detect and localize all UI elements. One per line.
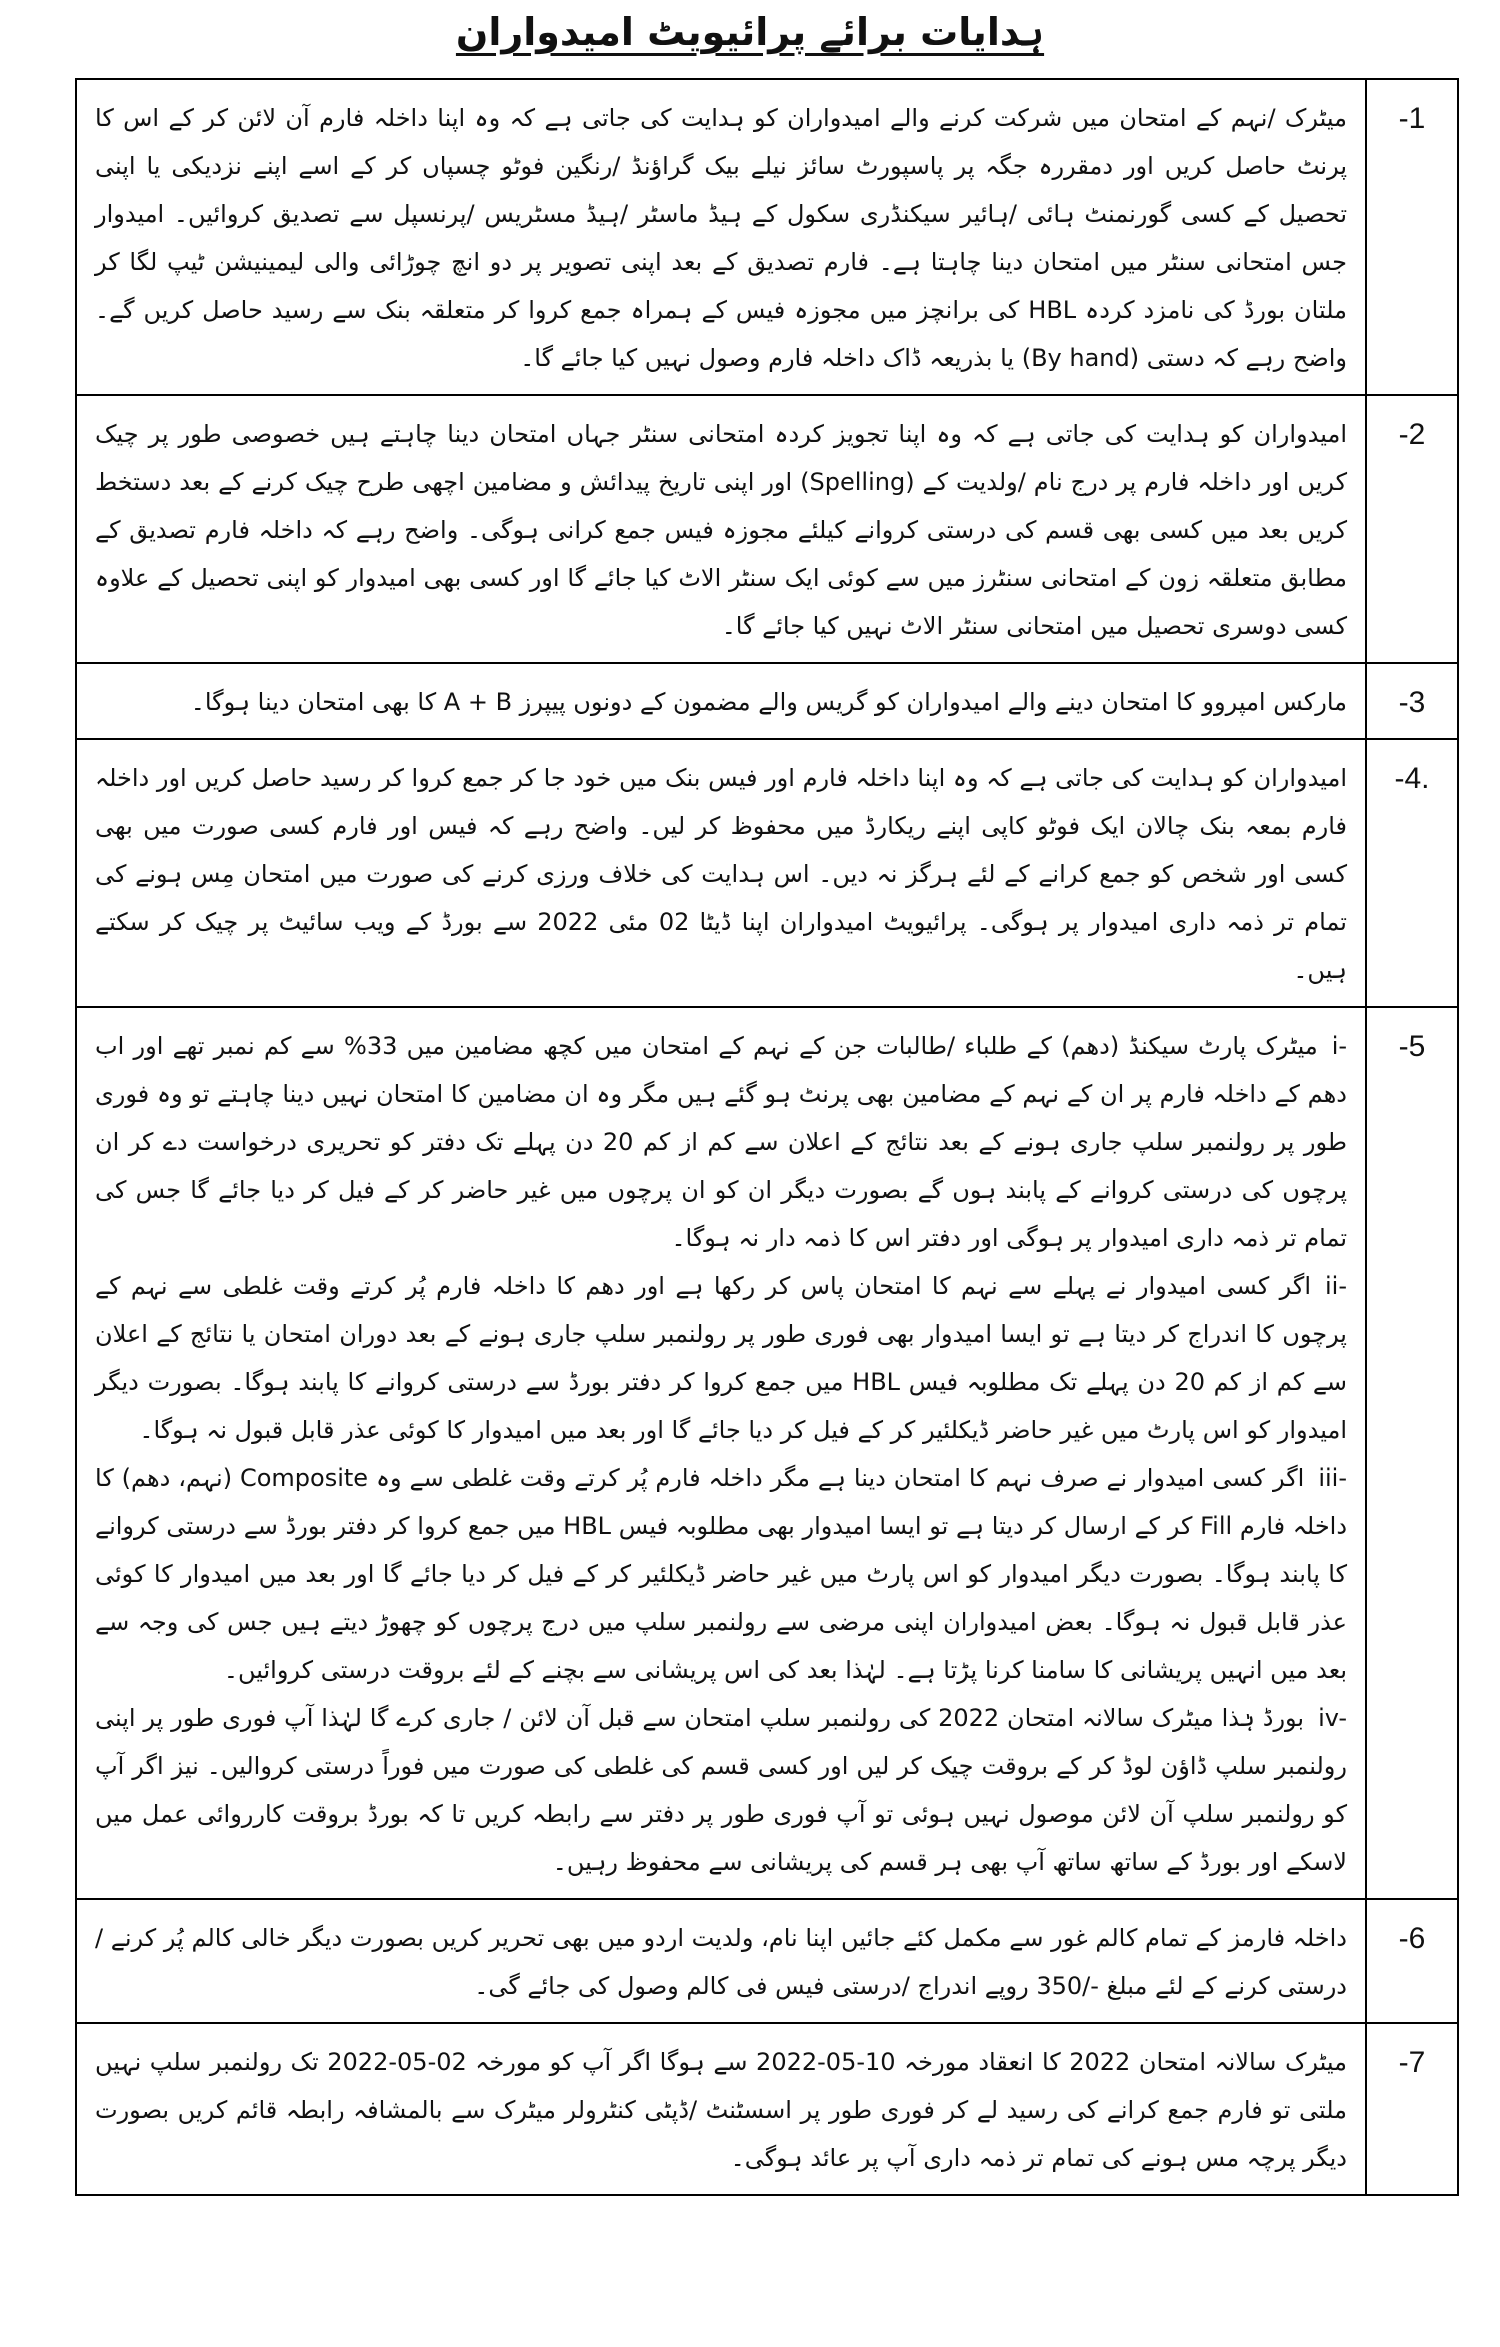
sub-text: اگر کسی امیدوار نے صرف نہم کا امتحان دینا ہے مگر داخلہ فارم پُر کرتے وقت غلطی سے وہ Composite (نہم، دھم) کا داخلہ فارم Fill کر کے ارسال کر دیتا ہے تو ایسا امیدوار بھی مطلوبہ فیس HBL میں جمع کروا کر دفتر بورڈ سے درستی کروانے کا پابند ہوگا۔ بصورت دیگر امیدوار کو اس پارٹ میں غیر حاضر ڈیکلئیر کر کے فیل کر دیا جائے گا اور بعد میں امیدوار کا کوئی عذر قابل قبول نہ ہوگا۔ بعض امیدواران اپنی مرضی سے رولنمبر سلپ میں درج پرچوں کو چھوڑ دیتے ہیں جس کی وجہ سے بعد میں انہیں پریشانی کا سامنا کرنا پڑتا ہے۔ لہٰذا بعد کی اس پریشانی سے بچنے کے لئے بروقت درستی کروائیں۔ xyxy=(95,1464,1348,1684)
instruction-number-1: -1 xyxy=(1366,79,1458,395)
instruction-text-7: میٹرک سالانہ امتحان 2022 کا انعقاد مورخہ 10-05-2022 سے ہوگا اگر آپ کو مورخہ 02-05-2022 تک رولنمبر سلپ نہیں ملتی تو فارم جمع کرانے کی رسید لے کر فوری طور پر اسسٹنٹ /ڈپٹی کنٹرولر میٹرک سے بالمشافہ رابطہ قائم کریں بصورت دیگر پرچہ مس ہونے کی تمام تر ذمہ داری آپ پر عائد ہوگی۔ xyxy=(76,2023,1366,2195)
page-title: ہدایات برائے پرائیویٹ امیدواران xyxy=(455,10,1045,54)
sub-instruction-i xyxy=(95,1022,1347,1262)
instruction-text-5 xyxy=(76,1007,1366,1899)
sub-instruction-iii xyxy=(95,1454,1347,1694)
instruction-number-2: -2 xyxy=(1366,395,1458,663)
sub-text: میٹرک پارٹ سیکنڈ (دھم) کے طلباء /طالبات جن کے نہم کے امتحان میں کچھ مضامین میں 33% سے کم نمبر تھے اور اب دھم کے داخلہ فارم پر ان کے نہم کے مضامین بھی پرنٹ ہو گئے ہیں مگر وہ ان مضامین کا امتحان نہیں دینا چاہتے تو وہ فوری طور پر رولنمبر سلپ جاری ہونے کے بعد نتائج کے اعلان سے کم از کم 20 دن پہلے تک دفتر کو تحریری درخواست دے کر ان پرچوں کی درستی کروانے کے پابند ہوں گے بصورت دیگر ان کو ان پرچوں میں غیر حاضر کر کے فیل کر دیا جائے گا جس کی تمام تر ذمہ داری امیدوار پر ہوگی اور دفتر اس کا ذمہ دار نہ ہوگا۔ xyxy=(95,1032,1347,1252)
sub-mark: i- xyxy=(1331,1032,1348,1060)
sub-text: اگر کسی امیدوار نے پہلے سے نہم کا امتحان پاس کر رکھا ہے اور دھم کا داخلہ فارم پُر کرتے وقت غلطی سے نہم کے پرچوں کا اندراج کر دیتا ہے تو ایسا امیدوار بھی فوری طور پر رولنمبر سلپ جاری ہونے کے بعد دوران امتحان یا نتائج کے اعلان سے کم از کم 20 دن پہلے تک مطلوبہ فیس HBL میں جمع کروا کر دفتر بورڈ سے درستی کروانے کا پابند ہوگا۔ بصورت دیگر امیدوار کو اس پارٹ میں غیر حاضر ڈیکلئیر کر کے فیل کر دیا جائے گا اور بعد میں امیدوار کا کوئی عذر قابل قبول نہ ہوگا۔ xyxy=(95,1272,1348,1444)
sub-mark: iv- xyxy=(1318,1704,1348,1732)
instruction-row-5 xyxy=(76,1007,1458,1899)
instruction-text-2: امیدواران کو ہدایت کی جاتی ہے کہ وہ اپنا تجویز کردہ امتحانی سنٹر جہاں امتحان دینا چاہتے ہیں خصوصی طور پر چیک کریں اور داخلہ فارم پر درج نام /ولدیت کے (Spelling) اور اپنی تاریخ پیدائش و مضامین اچھی طرح چیک کرنے کے بعد دستخط کریں بعد میں کسی بھی قسم کی درستی کروانے کیلئے مجوزہ فیس جمع کرانی ہوگی۔ واضح رہے کہ داخلہ فارم تصدیق کے مطابق متعلقہ زون کے امتحانی سنٹرز میں سے کوئی ایک سنٹر الاٹ کیا جائے گا اور کسی بھی امیدوار کو اپنی تحصیل کے علاوہ کسی دوسری تحصیل میں امتحانی سنٹر الاٹ نہیں کیا جائے گا۔ xyxy=(76,395,1366,663)
instruction-row-6 xyxy=(76,1899,1458,2023)
instruction-number-4: -4. xyxy=(1366,739,1458,1007)
sub-instruction-iv xyxy=(95,1694,1347,1886)
instruction-number-5: -5 xyxy=(1366,1007,1458,1899)
instruction-row-7 xyxy=(76,2023,1458,2195)
instruction-row-4 xyxy=(76,739,1458,1007)
sub-text: بورڈ ہٰذا میٹرک سالانہ امتحان 2022 کی رولنمبر سلپ امتحان سے قبل آن لائن / جاری کرے گا لہٰذا آپ فوری طور پر اپنی رولنمبر سلپ ڈاؤن لوڈ کر کے بروقت چیک کر لیں اور کسی قسم کی غلطی کی صورت میں فوراً درستی کروالیں۔ نیز اگر آپ کو رولنمبر سلپ آن لائن موصول نہیں ہوئی تو آپ فوری طور پر دفتر سے رابطہ کریں تا کہ بورڈ بروقت کارروائی عمل میں لاسکے اور بورڈ کے ساتھ ساتھ آپ بھی ہر قسم کی پریشانی سے محفوظ رہیں۔ xyxy=(95,1704,1347,1876)
instruction-number-3: -3 xyxy=(1366,663,1458,739)
instruction-row-3 xyxy=(76,663,1458,739)
instruction-number-6: -6 xyxy=(1366,1899,1458,2023)
instruction-text-6: داخلہ فارمز کے تمام کالم غور سے مکمل کئے جائیں اپنا نام، ولدیت اردو میں بھی تحریر کریں بصورت دیگر خالی کالم پُر کرنے /درستی کرنے کے لئے مبلغ -/350 روپے اندراج /درستی فیس فی کالم وصول کی جائے گی۔ xyxy=(76,1899,1366,2023)
instruction-row-2 xyxy=(76,395,1458,663)
instruction-number-7: -7 xyxy=(1366,2023,1458,2195)
instruction-row-1 xyxy=(76,79,1458,395)
instruction-text-4: امیدواران کو ہدایت کی جاتی ہے کہ وہ اپنا داخلہ فارم اور فیس بنک میں خود جا کر جمع کروا کر رسید حاصل کریں اور داخلہ فارم بمعہ بنک چالان ایک فوٹو کاپی اپنے ریکارڈ میں محفوظ کر لیں۔ واضح رہے کہ فیس اور فارم کسی صورت میں بھی کسی اور شخص کو جمع کرانے کے لئے ہرگز نہ دیں۔ اس ہدایت کی خلاف ورزی کرنے کی صورت میں امتحان مِس ہونے کی تمام تر ذمہ داری امیدوار پر ہوگی۔ پرائیویٹ امیدواران اپنا ڈیٹا 02 مئی 2022 سے بورڈ کے ویب سائیٹ پر چیک کر سکتے ہیں۔ xyxy=(76,739,1366,1007)
instruction-text-3: مارکس امپروو کا امتحان دینے والے امیدواران کو گریس والے مضمون کے دونوں پیپرز A + B کا بھی امتحان دینا ہوگا۔ xyxy=(76,663,1366,739)
sub-mark: ii- xyxy=(1325,1272,1347,1300)
sub-mark: iii- xyxy=(1318,1464,1348,1492)
instruction-text-1: میٹرک /نہم کے امتحان میں شرکت کرنے والے امیدواران کو ہدایت کی جاتی ہے کہ وہ اپنا داخلہ فارم آن لائن کر کے اس کا پرنٹ حاصل کریں اور دمقررہ جگہ پر پاسپورٹ سائز نیلے بیک گراؤنڈ /رنگین فوٹو چسپاں کر کے اسے اپنے نزدیکی یا اپنی تحصیل کے کسی گورنمنٹ ہائی /ہائیر سیکنڈری سکول کے ہیڈ ماسٹر /ہیڈ مسٹریس /پرنسپل سے تصدیق کروائیں۔ امیدوار جس امتحانی سنٹر میں امتحان دینا چاہتا ہے۔ فارم تصدیق کے بعد اپنی تصویر پر دو انچ چوڑائی والی لیمینیشن ٹیپ لگا کر ملتان بورڈ کی نامزد کردہ HBL کی برانچز میں مجوزہ فیس کے ہمراہ جمع کروا کر متعلقہ بنک سے رسید حاصل کریں گے۔ واضح رہے کہ دستی (By hand) یا بذریعہ ڈاک داخلہ فارم وصول نہیں کیا جائے گا۔ xyxy=(76,79,1366,395)
instructions-table xyxy=(75,78,1459,2196)
sub-instruction-ii xyxy=(95,1262,1347,1454)
